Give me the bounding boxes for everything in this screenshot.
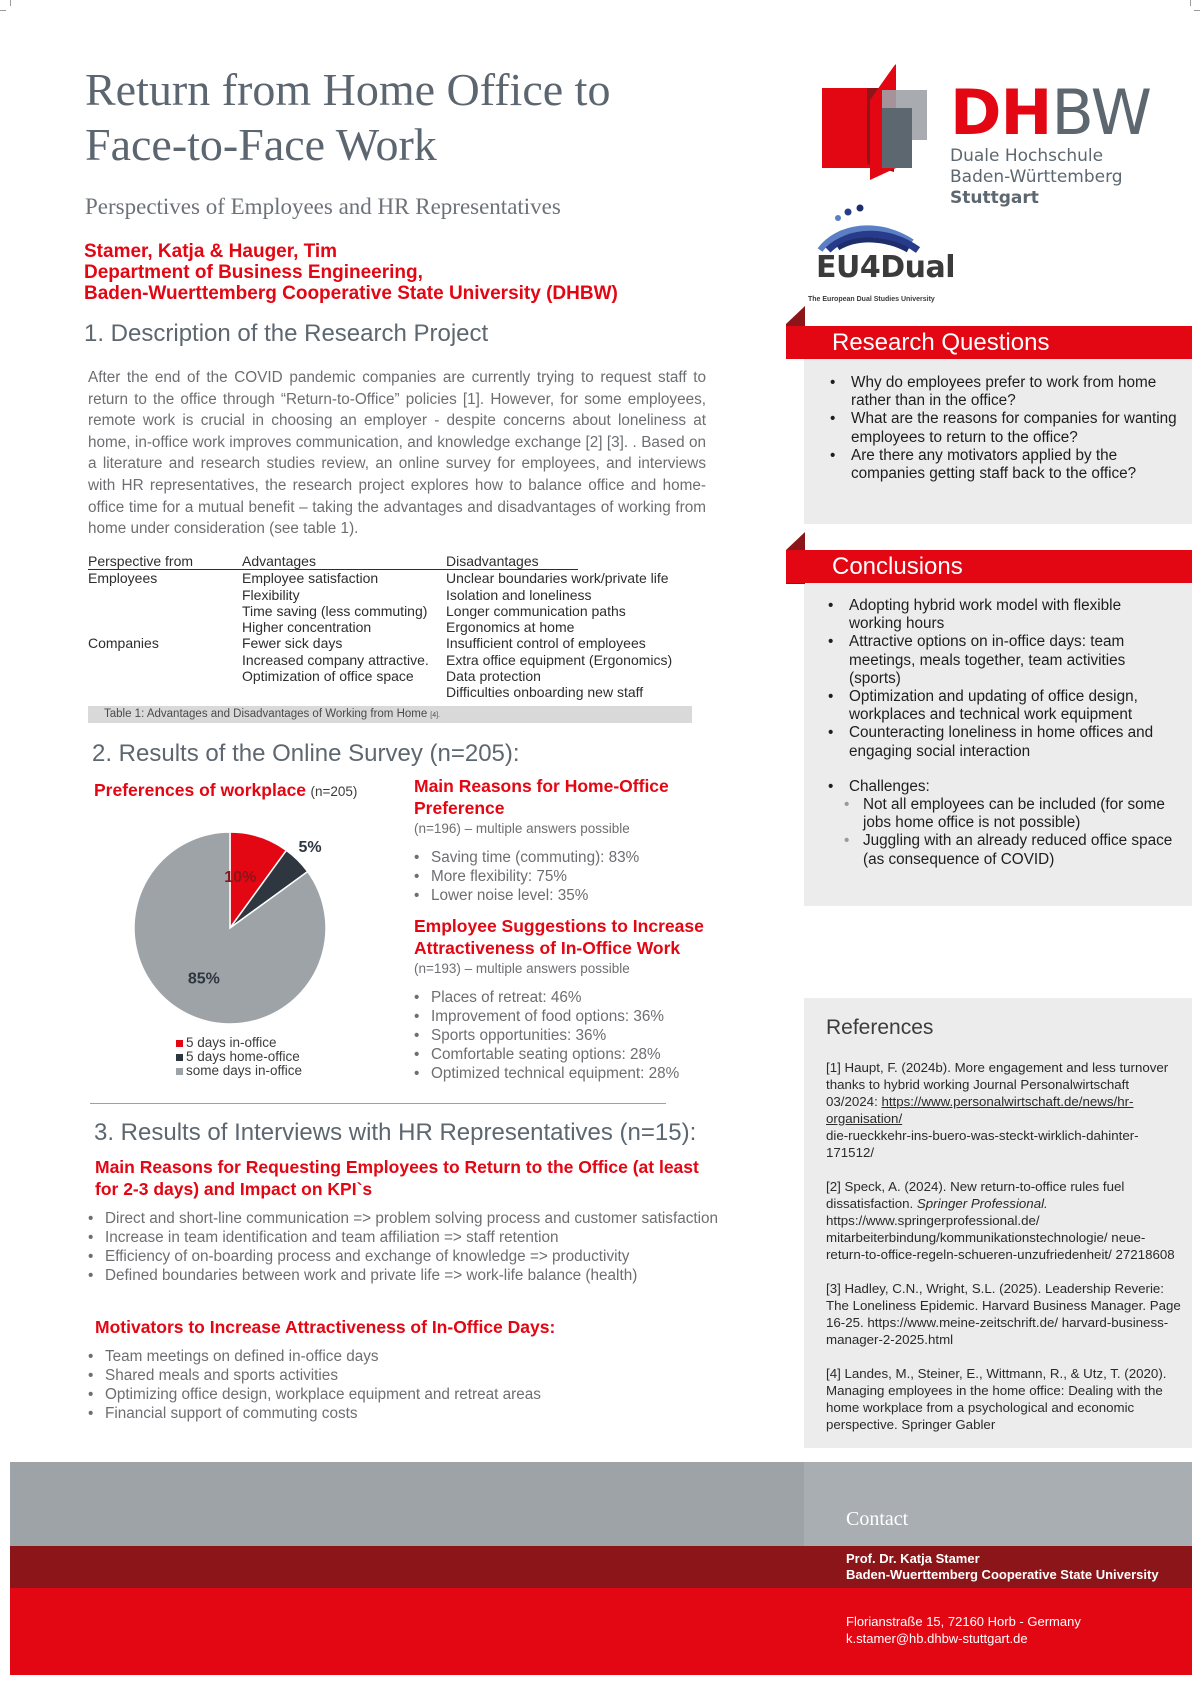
research-questions-list xyxy=(828,374,1178,483)
reference-2-journal: Springer Professional. xyxy=(916,1196,1048,1211)
references-section xyxy=(826,1016,1182,1450)
table-row xyxy=(88,668,692,684)
suggestions-title-2: Attractiveness of In-Office Work xyxy=(414,937,681,958)
reference-2-rest: https://www.springerprofessional.de/ mitarbeiterbindung/kommunikationstechnologie/ neue-return-to-office-regeln-schueren-unzufriedenheit/ 27218608 xyxy=(826,1213,1175,1262)
list-item: • Efficiency of on-boarding process and exchange of knowledge => productivity xyxy=(88,1247,788,1266)
challenge-item: • Not all employees can be included (for some jobs home office is not possible) xyxy=(826,796,1178,832)
crop-mark xyxy=(0,10,6,11)
contact-name-block xyxy=(846,1551,1159,1583)
list-item: • Defined boundaries between work and private life => work-life balance (health) xyxy=(88,1266,788,1285)
reference-3: [3] Hadley, C.N., Wright, S.L. (2025). Leadership Reverie: The Loneliness Epidemic. Harvard Business Manager. Page 16-25. https://www.meine-zeitschrift.de/ harvard-business-manager-2-2025.html xyxy=(826,1281,1181,1347)
poster-title xyxy=(85,62,725,172)
list-item: • Direct and short-line communication => problem solving process and customer satisfaction xyxy=(88,1209,788,1228)
table-row xyxy=(88,619,692,635)
department: Department of Business Engineering, xyxy=(84,262,423,283)
home-office-reasons xyxy=(414,776,744,905)
table-header: Advantages xyxy=(242,553,316,569)
workplace-pie-chart xyxy=(130,828,330,1028)
suggestions-title-1: Employee Suggestions to Increase xyxy=(414,916,704,936)
list-item: • Adopting hybrid work model with flexible working hours xyxy=(826,597,1178,633)
conclusions-list xyxy=(826,597,1178,869)
pie-data-label: 10% xyxy=(224,868,257,886)
list-item: • More flexibility: 75% xyxy=(414,867,744,886)
list-item: • Team meetings on defined in-office days xyxy=(88,1347,788,1366)
legend-entry xyxy=(176,1050,302,1064)
authors: Stamer, Katja & Hauger, Tim xyxy=(84,241,338,262)
table-cell xyxy=(242,684,446,700)
table-cell: Flexibility xyxy=(242,586,300,603)
crop-mark xyxy=(1194,10,1200,11)
footer-contact-band xyxy=(804,1462,1192,1546)
home-office-reasons-title-2: Preference xyxy=(414,797,505,818)
reference-1 xyxy=(826,1059,1182,1161)
challenge-item: • Juggling with an already reduced office space (as consequence of COVID) xyxy=(826,832,1178,868)
table-cell: Data protection xyxy=(446,668,541,685)
dhbw-line-2: Baden-Württemberg xyxy=(950,167,1123,187)
list-item: • Optimized technical equipment: 28% xyxy=(414,1064,754,1083)
section-3-heading: 3. Results of Interviews with HR Representatives (n=15): xyxy=(94,1119,697,1146)
list-item: • Comfortable seating options: 28% xyxy=(414,1045,754,1064)
list-item: • Increase in team identification and team affiliation => staff retention xyxy=(88,1228,788,1247)
section-2-heading: 2. Results of the Online Survey (n=205): xyxy=(92,740,520,767)
table-cell: Increased company attractive. xyxy=(242,651,429,668)
list-item: • Counteracting loneliness in home offices and engaging social interaction xyxy=(826,724,1178,760)
home-office-reasons-list xyxy=(414,848,744,905)
table-cell: Optimization of office space xyxy=(242,668,414,685)
list-item: • Financial support of commuting costs xyxy=(88,1404,788,1423)
table-cell: Insufficient control of employees xyxy=(446,635,646,652)
university: Baden-Wuerttemberg Cooperative State University (DHBW) xyxy=(84,283,618,304)
dhbw-bw: BW xyxy=(1051,76,1151,149)
legend-swatch xyxy=(176,1040,183,1047)
table-header-row xyxy=(88,553,578,570)
dhbw-line-1: Duale Hochschule xyxy=(950,146,1104,166)
eu4dual-tagline: The European Dual Studies University xyxy=(808,296,935,303)
employee-suggestions xyxy=(414,916,754,1083)
table-header: Disadvantages xyxy=(446,553,539,569)
project-description: After the end of the COVID pandemic companies are currently trying to request staff to return to the office through “Return-to-Office” policies [1]. However, for some employees, remote work is crucial in choosing an employer - despite concerns about loneliness at home, in-office work improves communication, and knowledge exchange [2] [3]. . Based on a literature and research studies review, an online survey for employees, and interviews with HR representatives, the research project explores how to balance office and home-office time for a mutual benefit – taking the advantages and disadvantages of working from home under consideration (see table 1). xyxy=(88,369,706,538)
author-block xyxy=(84,241,618,304)
section-divider xyxy=(90,1103,666,1104)
motivators-list xyxy=(88,1347,788,1423)
table-caption-ref: [4]. xyxy=(430,712,440,719)
table-cell xyxy=(88,619,242,635)
table-row xyxy=(88,603,692,619)
list-item: • Places of retreat: 46% xyxy=(414,988,754,1007)
table-cell: Ergonomics at home xyxy=(446,619,575,636)
table-cell xyxy=(88,587,242,603)
table-caption-text: Table 1: Advantages and Disadvantages of Working from Home xyxy=(104,708,428,720)
workplace-preference-n: (n=205) xyxy=(310,784,358,799)
challenges-label: • Challenges: xyxy=(826,778,1178,796)
conclusions-heading: Conclusions xyxy=(786,550,1192,583)
advantages-table xyxy=(88,553,692,701)
reference-1-rest: die-rueckkehr-ins-buero-was-steckt-wirklich-dahinter-171512/ xyxy=(826,1128,1139,1160)
workplace-preference-label: Preferences of workplace xyxy=(94,780,307,800)
eu4dual-wordmark: EU4Dual xyxy=(816,250,956,285)
crop-mark xyxy=(10,0,11,6)
list-item: • Are there any motivators applied by the companies getting staff back to the office? xyxy=(828,447,1178,483)
table-cell: Difficulties onboarding new staff xyxy=(446,684,644,701)
table-cell: Time saving (less commuting) xyxy=(242,602,428,619)
list-item: • Lower noise level: 35% xyxy=(414,886,744,905)
list-item: • Optimization and updating of office design, workplaces and technical work equipment xyxy=(826,688,1178,724)
title-line-2: Face-to-Face Work xyxy=(85,119,437,170)
table-row xyxy=(88,652,692,668)
table-cell: Fewer sick days xyxy=(242,635,343,652)
hr-reasons-title-2: for 2-3 days) and Impact on KPI`s xyxy=(95,1178,373,1199)
list-item: • Attractive options on in-office days: team meetings, meals together, team activities (sports) xyxy=(826,633,1178,688)
legend-entry xyxy=(176,1064,302,1078)
dhbw-wordmark xyxy=(950,76,1151,209)
suggestions-list xyxy=(414,988,754,1083)
list-item: • Shared meals and sports activities xyxy=(88,1366,788,1385)
hr-reasons-title xyxy=(95,1157,735,1200)
poster-subtitle: Perspectives of Employees and HR Representatives xyxy=(85,194,561,219)
table-cell: Employees xyxy=(88,570,158,587)
contact-name: Prof. Dr. Katja Stamer xyxy=(846,1551,980,1566)
legend-label: 5 days home-office xyxy=(186,1049,300,1064)
table-cell: Higher concentration xyxy=(242,619,372,636)
table-row xyxy=(88,635,692,651)
table-cell: Employee satisfaction xyxy=(242,570,379,587)
pie-legend xyxy=(176,1036,302,1078)
contact-heading: Contact xyxy=(846,1508,909,1530)
contact-address-block xyxy=(846,1613,1081,1647)
hr-reasons-list xyxy=(88,1209,788,1285)
legend-swatch xyxy=(176,1068,183,1075)
table-cell xyxy=(88,652,242,668)
table-cell: Longer communication paths xyxy=(446,602,626,619)
motivators-title: Motivators to Increase Attractiveness of In-Office Days: xyxy=(95,1317,556,1337)
reference-4: [4] Landes, M., Steiner, E., Wittmann, R., & Utz, T. (2020). Managing employees in the home office: Dealing with the home workplace from a psychological and economic perspective. Springer Gabler xyxy=(826,1366,1167,1432)
legend-entry xyxy=(176,1036,302,1050)
reference-1-link[interactable]: https://www.personalwirtschaft.de/news/hr-organisation/ xyxy=(826,1094,1134,1126)
list-item: • Optimizing office design, workplace equipment and retreat areas xyxy=(88,1385,788,1404)
legend-swatch xyxy=(176,1054,183,1061)
contact-institution: Baden-Wuerttemberg Cooperative State University xyxy=(846,1567,1159,1582)
dhbw-line-3: Stuttgart xyxy=(950,188,1039,208)
home-office-reasons-title-1: Main Reasons for Home-Office xyxy=(414,776,669,796)
table-cell xyxy=(88,684,242,700)
table-row xyxy=(88,684,692,700)
legend-label: some days in-office xyxy=(186,1063,303,1078)
list-item: • Saving time (commuting): 83% xyxy=(414,848,744,867)
reference-2-text: [2] Speck, A. (2024). New return-to-office rules fuel dissatisfaction. xyxy=(826,1179,1125,1211)
reference-2 xyxy=(826,1178,1182,1263)
pie-data-label: 5% xyxy=(298,838,322,856)
contact-address: Florianstraße 15, 72160 Horb - Germany xyxy=(846,1614,1081,1629)
hr-reasons-title-1: Main Reasons for Requesting Employees to Return to the Office (at least xyxy=(95,1157,699,1177)
list-item: • What are the reasons for companies for wanting employees to return to the office? xyxy=(828,410,1178,446)
workplace-preference-title xyxy=(94,780,357,802)
list-item: • Sports opportunities: 36% xyxy=(414,1026,754,1045)
table-cell xyxy=(88,603,242,619)
reference-1-text: [1] Haupt, F. (2024b). More engagement and less turnover thanks to hybrid working Journal Personalwirtschaft 03/2024: xyxy=(826,1060,1169,1109)
table-cell xyxy=(88,668,242,684)
table-cell: Extra office equipment (Ergonomics) xyxy=(446,651,673,668)
table-cell: Unclear boundaries work/private life xyxy=(446,570,669,587)
section-1-heading: 1. Description of the Research Project xyxy=(84,320,489,347)
pie-data-label: 85% xyxy=(187,970,220,988)
title-line-1: Return from Home Office to xyxy=(85,64,611,115)
references-heading: References xyxy=(826,1016,934,1039)
table-cell: Companies xyxy=(88,635,159,652)
table-header: Perspective from xyxy=(88,553,194,569)
table-cell: Isolation and loneliness xyxy=(446,586,592,603)
suggestions-note: (n=193) – multiple answers possible xyxy=(414,961,630,976)
table-row xyxy=(88,587,692,603)
table-row xyxy=(88,570,692,586)
legend-label: 5 days in-office xyxy=(186,1035,277,1050)
dhbw-dh: DH xyxy=(950,76,1052,149)
list-item: • Improvement of food options: 36% xyxy=(414,1007,754,1026)
list-item: • Why do employees prefer to work from home rather than in the office? xyxy=(828,374,1178,410)
contact-email[interactable]: k.stamer@hb.dhbw-stuttgart.de xyxy=(846,1631,1028,1646)
table-caption xyxy=(88,706,692,723)
crop-mark xyxy=(1190,0,1191,6)
home-office-reasons-note: (n=196) – multiple answers possible xyxy=(414,821,630,836)
research-questions-heading: Research Questions xyxy=(786,326,1192,359)
